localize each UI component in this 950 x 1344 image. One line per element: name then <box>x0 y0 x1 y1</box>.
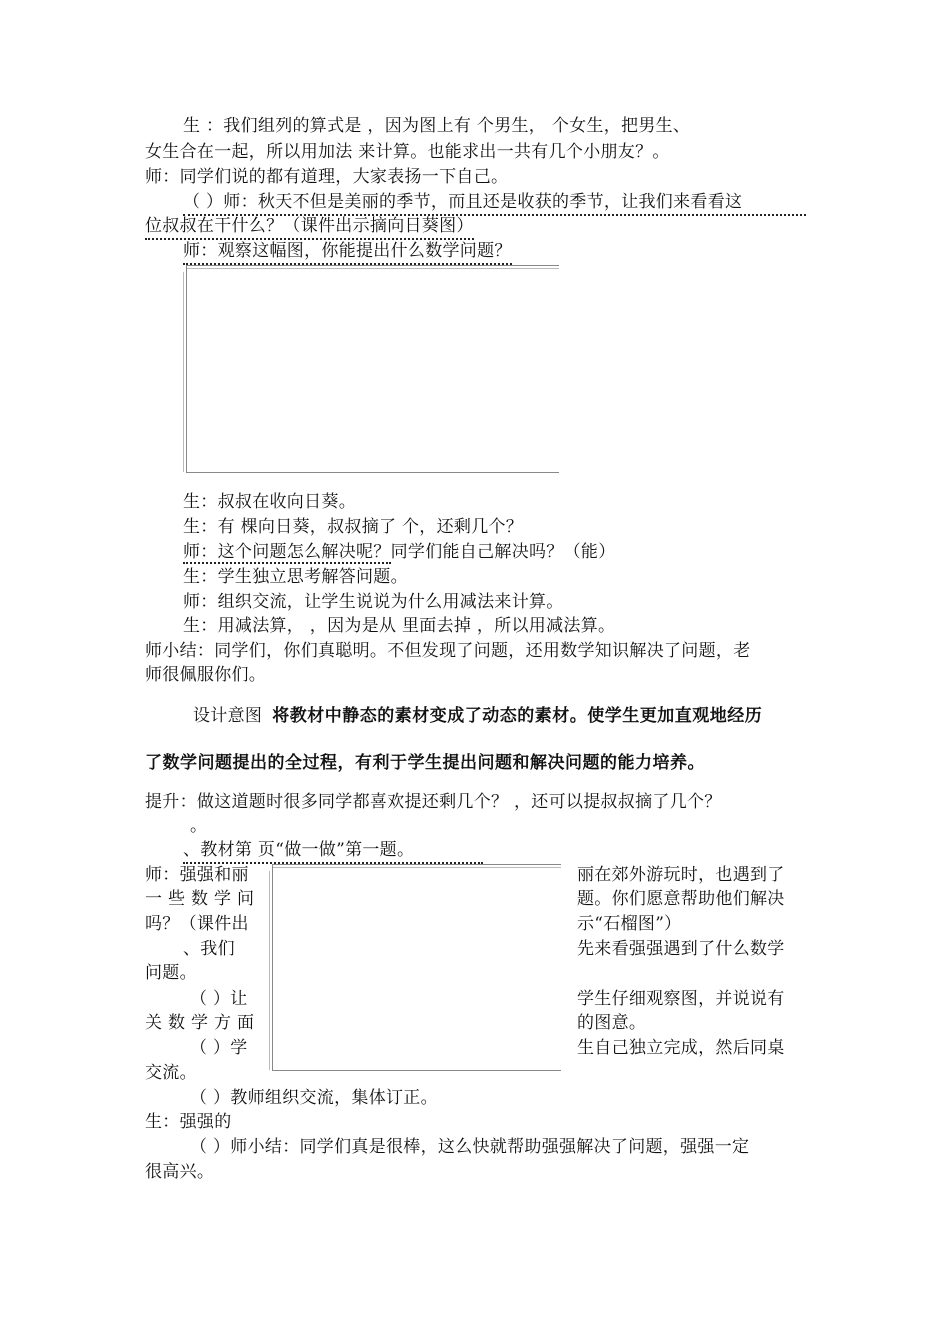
line-teacher-praise: 师：同学们说的都有道理，大家表扬一下自己。 <box>145 167 509 187</box>
wrap-left-7: 关 数 学 方 面 <box>145 1013 255 1033</box>
line-autumn-intro-cont: 位叔叔在干什么？（课件出示摘向日葵图） <box>145 214 474 240</box>
line-student-qiangqiang: 生：强强的 <box>145 1112 232 1132</box>
design-intent-line2: 了数学问题提出的全过程，有利于学生提出问题和解决问题的能力培养。 <box>145 753 705 773</box>
wrap-left-8: （ ）学 <box>190 1038 248 1058</box>
line-teacher-correct: （ ）教师组织交流，集体订正。 <box>190 1088 438 1108</box>
wrap-right-2: 题。你们愿意帮助他们解决 <box>577 889 785 909</box>
sunflower-image-placeholder <box>186 265 559 473</box>
wrap-left-3: 吗？（课件出 <box>145 914 249 934</box>
line-observe-question: 师：观察这幅图，你能提出什么数学问题？ <box>183 239 512 265</box>
design-intent-label: 设计意图 <box>193 706 263 726</box>
pomegranate-image-placeholder <box>272 864 561 1071</box>
wrap-left-5: 问题。 <box>145 963 197 983</box>
line-teacher-organize: 师：组织交流，让学生说说为什么用减法来计算。 <box>183 592 564 612</box>
line-student-subtract: 生：用减法算， ，因为是从 里面去掉 ，所以用减法算。 <box>183 616 616 636</box>
line-final-summary-cont: 很高兴。 <box>145 1162 215 1182</box>
line-student-think: 生：学生独立思考解答问题。 <box>183 567 408 587</box>
wrap-right-3: 示“石榴图”） <box>577 914 682 934</box>
line-teacher-how <box>183 540 616 564</box>
line-teacher-summary-cont: 师很佩服你们。 <box>145 665 267 685</box>
line-autumn-intro: （ ）师：秋天不但是美丽的季节，而且还是收获的季节，让我们来看看这 <box>183 190 806 216</box>
line-improve: 提升：做这道题时很多同学都喜欢提还剩几个？ ，还可以提叔叔摘了几个？ <box>145 792 722 812</box>
line-textbook-exercise: 、教材第 页“做一做”第一题。 <box>183 838 483 864</box>
wrap-left-4: 、我们 <box>183 939 235 959</box>
line-improve-period: 。 <box>190 816 208 836</box>
teacher-how-question: 师：这个问题怎么解决呢？ <box>183 542 391 562</box>
wrap-right-7: 的图意。 <box>577 1013 647 1033</box>
teacher-can-solve: 同学们能自己解决吗？（能） <box>390 542 616 562</box>
line-student-answer2: 生：有 棵向日葵，叔叔摘了 个，还剩几个？ <box>183 517 524 537</box>
wrap-right-6: 学生仔细观察图，并说说有 <box>577 989 785 1009</box>
line-teacher-summary: 师小结：同学们，你们真聪明。不但发现了问题，还用数学知识解决了问题，老 <box>145 641 751 661</box>
wrap-left-6: （ ）让 <box>190 989 248 1009</box>
wrap-right-8: 生自己独立完成，然后同桌 <box>577 1038 785 1058</box>
wrap-left-9: 交流。 <box>145 1063 197 1083</box>
wrap-left-1: 师：强强和丽 <box>145 865 249 885</box>
wrap-left-2: 一 些 数 学 问 <box>145 889 255 909</box>
wrap-right-4: 先来看强强遇到了什么数学 <box>577 939 785 959</box>
line-student-formula-cont: 女生合在一起，所以用加法 来计算。也能求出一共有几个小朋友？。 <box>145 142 670 162</box>
line-final-summary: （ ）师小结：同学们真是很棒，这么快就帮助强强解决了问题，强强一定 <box>190 1137 750 1157</box>
design-intent-line1 <box>193 704 762 728</box>
design-intent-text: 将教材中静态的素材变成了动态的素材。使学生更加直观地经历 <box>272 706 763 726</box>
line-student-formula: 生 ：我们组列的算式是 ，因为图上有 个男生， 个女生，把男生、 <box>183 116 691 136</box>
line-student-answer1: 生：叔叔在收向日葵。 <box>183 492 356 512</box>
wrap-right-1: 丽在郊外游玩时，也遇到了 <box>577 865 785 885</box>
